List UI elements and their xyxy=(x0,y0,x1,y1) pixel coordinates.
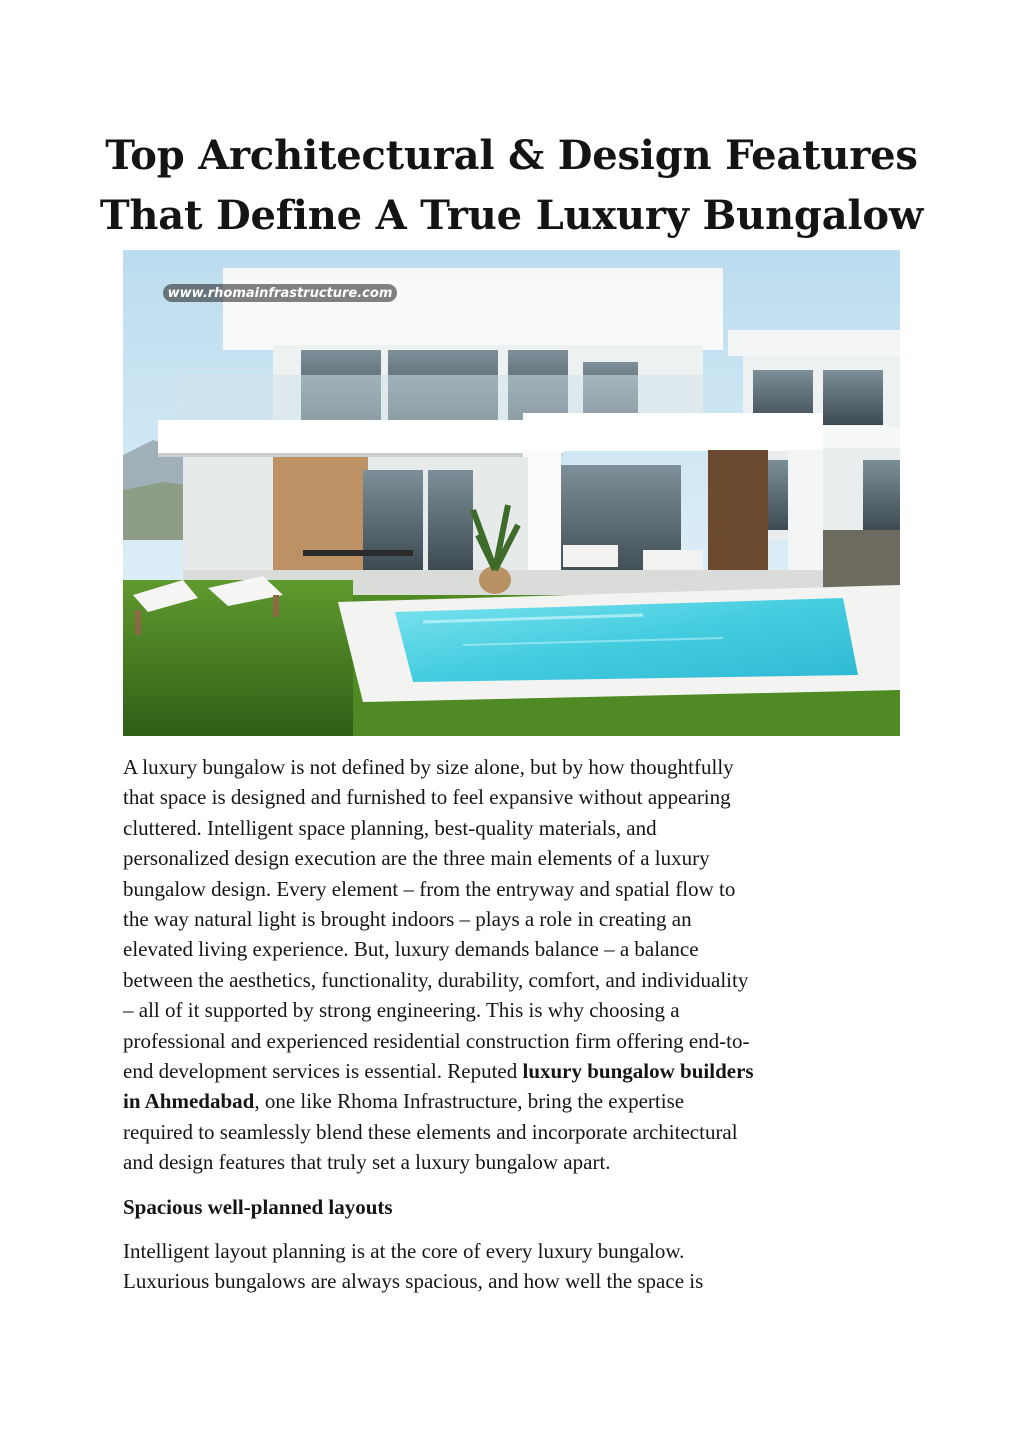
builders-link-part-1[interactable]: luxury bungalow builders xyxy=(522,1059,754,1084)
intro-line: between the aesthetics, functionality, durability, comfort, and individuality xyxy=(123,967,749,992)
intro-line: the way natural light is brought indoors – plays a role in creating an xyxy=(123,907,692,932)
intro-line: personalized design execution are the three main elements of a luxury xyxy=(123,846,710,871)
page-title xyxy=(60,126,963,246)
intro-line: A luxury bungalow is not defined by size alone, but by how thoughtfully xyxy=(123,755,734,779)
intro-line: required to seamlessly blend these elements and incorporate architectural xyxy=(123,1119,738,1144)
section-heading: Spacious well-planned layouts xyxy=(123,1195,393,1219)
intro-line: and design features that truly set a luxury bungalow apart. xyxy=(123,1150,611,1175)
intro-text-after-link: , one like Rhoma Infrastructure, bring the expertise xyxy=(254,1089,685,1114)
intro-line-with-link xyxy=(123,1086,901,1116)
intro-line: – all of it supported by strong engineering. This is why choosing a xyxy=(123,998,680,1023)
title-line-1: Top Architectural & Design Features xyxy=(105,132,918,179)
hero-image xyxy=(123,250,900,736)
intro-paragraph xyxy=(123,752,901,1178)
intro-line: cluttered. Intelligent space planning, best-quality materials, and xyxy=(123,815,657,840)
section-paragraph xyxy=(123,1236,901,1297)
section-line: Intelligent layout planning is at the core of every luxury bungalow. xyxy=(123,1239,685,1263)
watermark-text: www.rhomainfrastructure.com xyxy=(167,286,393,301)
builders-link-part-2[interactable]: in Ahmedabad xyxy=(123,1089,255,1114)
section-line: Luxurious bungalows are always spacious, and how well the space is xyxy=(123,1269,704,1294)
intro-line-with-link xyxy=(123,1056,901,1086)
intro-line: that space is designed and furnished to feel expansive without appearing xyxy=(123,785,731,810)
intro-text-before-link: end development services is essential. Reputed xyxy=(123,1059,523,1084)
intro-line: bungalow design. Every element – from the entryway and spatial flow to xyxy=(123,876,736,901)
title-line-2: That Define A True Luxury Bungalow xyxy=(99,192,924,239)
intro-line: professional and experienced residential construction firm offering end-to- xyxy=(123,1028,750,1053)
intro-line: elevated living experience. But, luxury demands balance – a balance xyxy=(123,937,699,962)
